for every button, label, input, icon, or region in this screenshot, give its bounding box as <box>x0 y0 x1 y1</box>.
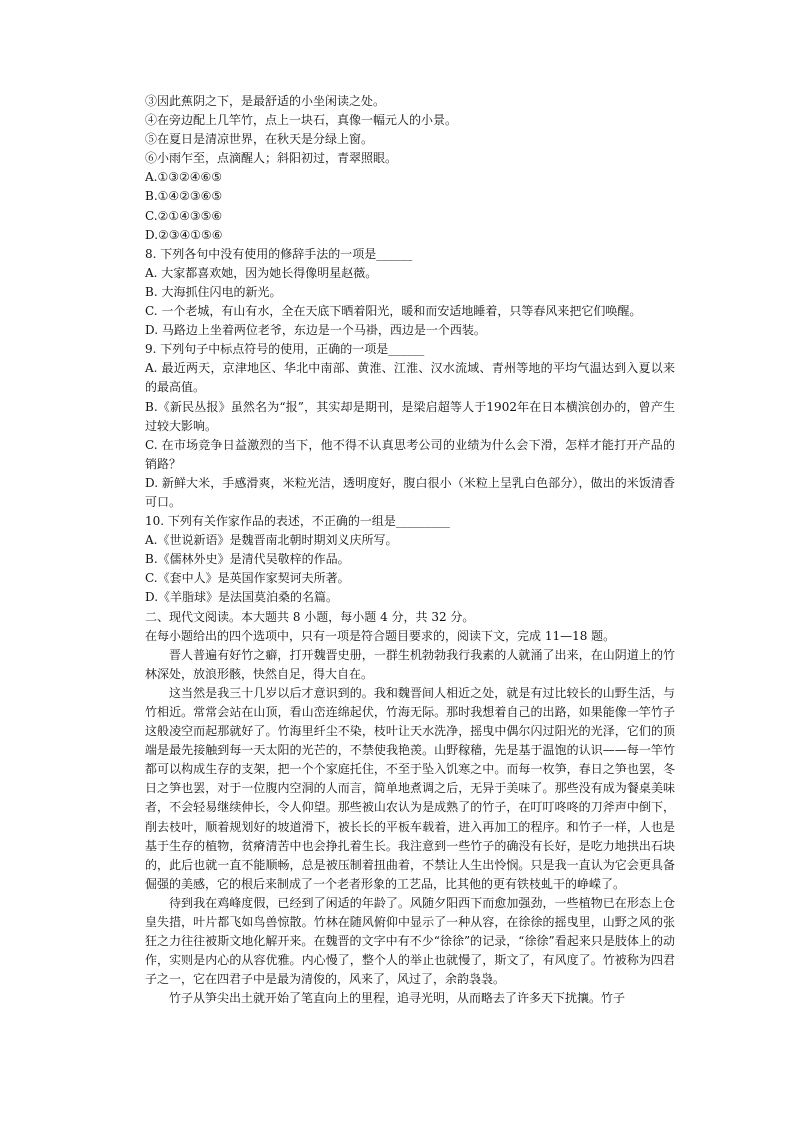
option-line-5: ⑤在夏日是清凉世界，在秋天是分绿上窗。 <box>145 132 374 147</box>
q10-option-c: C.《套中人》是英国作家契诃夫所著。 <box>145 571 350 586</box>
option-line-3: ③因此蕉阴之下，是最舒适的小坐闲读之处。 <box>145 94 386 108</box>
passage-paragraph-1: 晋人普遍有好竹之癖，打开魏晋史册，一群生机勃勃我行我素的人就涌了出来，在山阴道上的竹林深处，放浪形骸，快然自足，得大自在。 <box>145 647 675 681</box>
passage-paragraph-3: 待到我在鸡峰度假，已经到了闲适的年龄了。风随夕阳西下而愈加强劲，一些植物已在形态上仓皇失措，叶片都飞如鸟兽惊散。竹林在随风俯仰中显示了一种从容，在徐徐的摇曳里，山野之风的张狂之力往往被斯文地化解开来。在魏晋的文字中有不少“徐徐”的记录，“徐徐”看起来只是肢体上的动作，实则是内心的从容优雅。内心慢了，整个人的举止也就慢了，斯文了，有风度了。竹被称为四君子之一，它在四君子中是最为清俊的，风来了，风过了，余韵袅袅。 <box>145 895 675 987</box>
q9-option-c: C. 在市场竞争日益激烈的当下，他不得不认真思考公司的业绩为什么会下滑，怎样才能打开产品的销路？ <box>145 437 675 471</box>
section-instructions: 在每小题给出的四个选项中，只有一项是符合题目要求的，阅读下文，完成 11—18 题。 <box>145 628 616 643</box>
q8-option-b: B. 大海抓住闪电的新光。 <box>145 284 282 299</box>
q10-option-b: B.《儒林外史》是清代吴敬梓的作品。 <box>145 552 350 567</box>
q10-option-a: A.《世说新语》是魏晋南北朝时期刘义庆所写。 <box>145 533 398 548</box>
question-10: 10. 下列有关作家作品的表述，不正确的一组是_________ <box>145 514 450 529</box>
q9-option-a: A. 最近两天，京津地区、华北中南部、黄淮、江淮、汉水流域、青州等地的平均气温达到入夏以来的最高值。 <box>145 361 675 395</box>
answer-b: B.①④②③⑥⑤ <box>145 189 223 204</box>
passage-paragraph-2: 这当然是我三十几岁以后才意识到的。我和魏晋间人相近之处，就是有过比较长的山野生活，与竹相近。常常会站在山顶，看山峦连绵起伏，竹海无际。那时我想着自己的出路，如果能像一竿竹子这般凌空而起那就好了。竹海里纤尘不染，枝叶让天水洗净，摇曳中偶尔闪过阳光的光泽，它们的顶端是最先接触到每一天太阳的光芒的，不禁使我艳羡。山野稼穑，先是基于温饱的认识——每一竿竹都可以构成生存的支架，把一个个家庭托住，不至于坠入饥寒之中。而每一枚笋，春日之笋也罢，冬日之笋也罢，对于一位腹内空洞的人而言，简单地煮调之后，无异于美味了。那些没有成为餐桌美味者，不会轻易继续伸长，令人仰望。那些被山农认为是成熟了的竹子，在叮叮咚咚的刀斧声中倒下，削去枝叶，顺着规划好的坡道滑下，被长长的平板车载着，进入再加工的程序。和竹子一样，人也是基于生存的植物，贫瘠清苦中也会挣扎着生长。我注意到一些竹子的确没有长好，是吃力地拱出石块的，此后也就一直不能顺畅，总是被压制着扭曲着，不禁让人生出怜悯。只是我一直认为它会更具备倔强的美感，它的根后来制成了一个老者形象的工艺品，比其他的更有铁枝虬干的峥嵘了。 <box>145 685 675 891</box>
answer-d: D.②③④①⑤⑥ <box>145 227 223 242</box>
answer-c: C.②①④③⑤⑥ <box>145 208 223 223</box>
question-9: 9. 下列句子中标点符号的使用，正确的一项是______ <box>145 342 425 357</box>
option-line-4: ④在旁边配上几竿竹，点上一块石，真像一幅元人的小景。 <box>145 113 458 128</box>
passage-paragraph-4: 竹子从笋尖出土就开始了笔直向上的里程，追寻光明，从而略去了许多天下扰攘。竹子 <box>169 991 626 1006</box>
question-8: 8. 下列各句中没有使用的修辞手法的一项是______ <box>145 246 413 261</box>
option-line-6: ⑥小雨乍至，点滴醒人；斜阳初过，青翠照眼。 <box>145 151 398 166</box>
q9-option-b: B.《新民丛报》虽然名为“报”，其实却是期刊，是梁启超等人于1902年在日本横滨创办的，曾产生过较大影响。 <box>145 399 675 433</box>
answer-a: A.①③②④⑥⑤ <box>145 170 223 185</box>
section-heading: 二、现代文阅读。本大题共 8 小题，每小题 4 分，共 32 分。 <box>145 609 475 624</box>
q8-option-a: A. 大家都喜欢她，因为她长得像明星赵薇。 <box>145 265 378 280</box>
q8-option-d: D. 马路边上坐着两位老爷，东边是一个马褂，西边是一个西装。 <box>145 323 486 338</box>
q8-option-c: C. 一个老城，有山有水，全在天底下晒着阳光，暖和而安适地睡着，只等春风来把它们唤醒。 <box>145 304 642 319</box>
q10-option-d: D.《羊脂球》是法国莫泊桑的名篇。 <box>145 590 339 605</box>
exam-page <box>145 92 675 1009</box>
q9-option-d: D. 新鲜大米，手感滑爽，米粒光洁，透明度好，腹白很小（米粒上呈乳白色部分），做出的米饭清香可口。 <box>145 475 675 509</box>
